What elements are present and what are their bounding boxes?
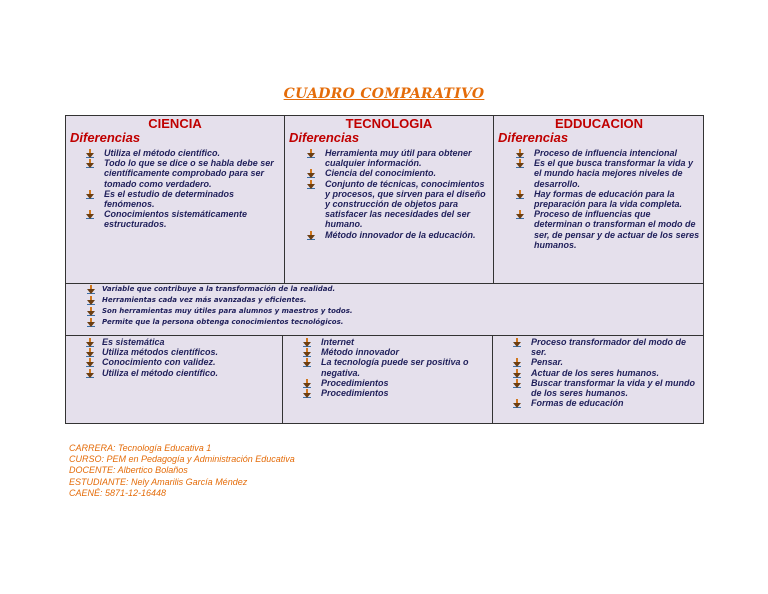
list-item: La tecnología puede ser positiva o negativa. (283, 357, 492, 377)
student-info (69, 443, 295, 499)
list-item: Método innovador (283, 347, 492, 357)
bullet-arrow-icon (513, 399, 521, 408)
cell-ciencia (66, 116, 285, 284)
list-item: Permite que la persona obtenga conocimientos tecnológicos. (66, 317, 703, 328)
list-bottom-educacion (493, 337, 703, 408)
bullet-arrow-icon (513, 358, 521, 367)
subheader-tecnologia: Diferencias (289, 130, 360, 145)
list-item: Utiliza el método científico. (66, 148, 284, 158)
bullet-arrow-icon (86, 210, 94, 219)
bullet-arrow-icon (86, 369, 94, 378)
list-item: Conjunto de técnicas, conocimientos y procesos, que sirven para el diseño y construcción de objetos para satisfacer las necesidades del ser humano. (285, 179, 493, 230)
bullet-arrow-icon (86, 338, 94, 347)
bullet-arrow-icon (516, 159, 524, 168)
info-carrera: CARRERA: Tecnología Educativa 1 (69, 443, 212, 453)
bullet-arrow-icon (303, 338, 311, 347)
cell-bottom-ciencia (66, 336, 283, 423)
list-item: Proceso de influencias que determinan o transforman el modo de ser, de pensar y de actuar de los seres humanos. (494, 209, 704, 250)
info-carne: CAENÉ: 5871-12-16448 (69, 487, 167, 498)
list-item: Herramientas cada vez más avanzadas y eficientes. (66, 295, 703, 306)
list-middle (66, 284, 703, 328)
list-item: Es el que busca transformar la vida y el mundo hacia mejores niveles de desarrollo. (494, 158, 704, 189)
bullet-arrow-icon (87, 296, 95, 305)
bullet-arrow-icon (307, 231, 315, 240)
cell-middle-merged (66, 284, 703, 336)
page-title: CUADRO COMPARATIVO (283, 86, 485, 102)
list-item: Hay formas de educación para la preparación para la vida completa. (494, 189, 704, 209)
bullet-arrow-icon (87, 318, 95, 327)
bullet-arrow-icon (87, 307, 95, 316)
list-item: Es sistemática (66, 337, 282, 347)
bullet-arrow-icon (513, 338, 521, 347)
info-docente: DOCENTE: Albertico Bolaños (69, 465, 188, 476)
list-item: Herramienta muy útil para obtener cualquier información. (285, 148, 493, 168)
bullet-arrow-icon (86, 159, 94, 168)
list-item: Buscar transformar la vida y el mundo de los seres humanos. (493, 378, 703, 398)
bullet-arrow-icon (303, 379, 311, 388)
list-item: Procedimientos (283, 388, 492, 398)
list-item: Procedimientos (283, 378, 492, 388)
list-item: Es el estudio de determinados fenómenos. (66, 189, 284, 209)
list-item: Ciencia del conocimiento. (285, 168, 493, 178)
bullet-arrow-icon (513, 369, 521, 378)
list-item: Conocimientos sistemáticamente estructurados. (66, 209, 284, 229)
bullet-arrow-icon (303, 389, 311, 398)
bullet-arrow-icon (303, 348, 311, 357)
list-item: Son herramientas muy útiles para alumnos y maestros y todos. (66, 306, 703, 317)
list-item: Proceso de influencia intencional (494, 148, 704, 158)
list-bottom-tecnologia (283, 337, 492, 398)
bullet-arrow-icon (86, 358, 94, 367)
bullet-arrow-icon (86, 348, 94, 357)
comparison-table (65, 115, 704, 424)
list-tecnologia (285, 148, 493, 240)
list-item: Todo lo que se dice o se habla debe ser científicamente comprobado para ser tomado como verdadero. (66, 158, 284, 189)
bullet-arrow-icon (516, 190, 524, 199)
header-tecnologia: TECNOLOGIA (345, 116, 433, 131)
list-item: Conocimiento con validez. (66, 357, 282, 367)
info-curso: CURSO: PEM en Pedagogía y Administración Educativa (69, 454, 295, 465)
bullet-arrow-icon (307, 180, 315, 189)
bullet-arrow-icon (86, 149, 94, 158)
list-item: Formas de educación (493, 398, 703, 408)
bullet-arrow-icon (513, 379, 521, 388)
bullet-arrow-icon (307, 169, 315, 178)
bullet-arrow-icon (86, 190, 94, 199)
list-item: Método innovador de la educación. (285, 230, 493, 240)
cell-tecnologia (285, 116, 494, 284)
list-item: Utiliza el método científico. (66, 368, 282, 378)
bullet-arrow-icon (307, 149, 315, 158)
list-item: Internet (283, 337, 492, 347)
list-item: Utiliza métodos científicos. (66, 347, 282, 357)
subheader-ciencia: Diferencias (70, 130, 141, 145)
bullet-arrow-icon (303, 358, 311, 367)
header-educacion: EDDUCACION (554, 116, 644, 131)
info-estudiante: ESTUDIANTE: Nely Amarilis García Méndez (69, 476, 248, 487)
list-educacion (494, 148, 704, 250)
header-ciencia: CIENCIA (148, 116, 202, 131)
bullet-arrow-icon (87, 285, 95, 294)
cell-bottom-tecnologia (283, 336, 493, 423)
bullet-arrow-icon (516, 149, 524, 158)
list-item: Variable que contribuye a la transformación de la realidad. (66, 284, 703, 295)
list-item: Pensar. (493, 357, 703, 367)
list-item: Proceso transformador del modo de ser. (493, 337, 703, 357)
list-ciencia (66, 148, 284, 230)
cell-educacion (494, 116, 704, 284)
cell-bottom-educacion (493, 336, 703, 423)
list-item: Actuar de los seres humanos. (493, 368, 703, 378)
list-bottom-ciencia (66, 337, 282, 378)
bullet-arrow-icon (516, 210, 524, 219)
subheader-educacion: Diferencias (498, 130, 569, 145)
